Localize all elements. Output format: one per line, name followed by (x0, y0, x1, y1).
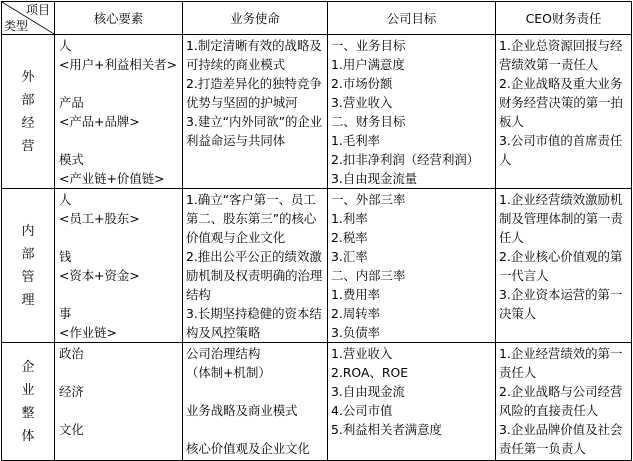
goal-item: 1.利率 (331, 211, 368, 226)
duty-item: 2.企业战略与公司经营风险的直接责任人 (499, 384, 623, 418)
mission-item: 3.长期坚持稳健的资本结构及风控策略 (186, 306, 322, 340)
goal-item: 一、业务目标 (331, 38, 406, 53)
element-line: 产品 (59, 95, 84, 110)
goal-item: 3.自由现金流量 (331, 171, 418, 186)
duty-item: 2.企业核心价值观的第一代言人 (499, 249, 623, 283)
mission-item: 2.推出公平公正的绩效激励机制及权责明确的治理结构 (186, 249, 323, 302)
goal-item: 一、外部三率 (331, 192, 406, 207)
goal-item: 2.周转率 (331, 306, 380, 321)
goal-item: 2.ROA、ROE (331, 365, 409, 380)
business-mission-cell (183, 343, 328, 461)
goal-item: 3.营业收入 (331, 95, 393, 110)
row-type-label: 外部经营 (21, 69, 35, 154)
responsibility-table (1, 1, 632, 461)
element-line: <用户+利益相关者> (59, 57, 177, 72)
corner-header-cell (2, 2, 55, 35)
duty-item: 3.企业资本运营的第一决策人 (499, 287, 623, 321)
mission-item: （体制+机制） (186, 365, 271, 380)
column-header-company-goals: 公司目标 (328, 2, 496, 35)
row-type-cell (2, 343, 55, 461)
element-line: <产品+品牌> (59, 114, 140, 129)
goal-item: 1.费用率 (331, 287, 380, 302)
goal-item: 3.汇率 (331, 249, 368, 264)
column-header-ceo-financial-duty: CEO财务责任 (496, 2, 632, 35)
duty-item: 1.企业经营绩效的第一责任人 (499, 346, 623, 380)
goal-item: 5.利益相关者满意度 (331, 422, 442, 437)
row-type-cell (2, 189, 55, 343)
spacer (58, 285, 180, 304)
mission-item: 3.建立“内外同欲”的企业利益命运与共同体 (186, 114, 323, 148)
business-mission-cell (183, 35, 328, 189)
element-line: 钱 (59, 249, 72, 264)
duty-item: 1.企业总资源回报与经营绩效第一责任人 (499, 38, 623, 72)
goal-item: 3.负债率 (331, 325, 380, 340)
core-elements-cell (55, 343, 183, 461)
duty-item: 2.企业战略及重大业务财务经营决策的第一拍板人 (499, 76, 623, 129)
core-elements-cell (55, 189, 183, 343)
element-line: 政治 (59, 346, 84, 361)
spacer (58, 228, 180, 247)
element-line: 文化 (59, 422, 84, 437)
element-line: <资本+资金> (59, 268, 140, 283)
goal-item: 3.自由现金流 (331, 384, 405, 399)
spacer (186, 420, 325, 439)
table-row-enterprise-overall (2, 343, 632, 461)
table-row-internal-management (2, 189, 632, 343)
spacer (186, 382, 325, 401)
row-type-label: 企业整体 (21, 359, 35, 444)
element-line: <作业链> (59, 325, 117, 340)
goal-item: 二、财务目标 (331, 114, 406, 129)
duty-item: 3.公司市值的首席责任人 (499, 133, 623, 167)
element-line: 人 (59, 192, 72, 207)
mission-item: 公司治理结构 (186, 346, 261, 361)
mission-item: 核心价值观及企业文化 (186, 441, 310, 456)
ceo-financial-duty-cell (496, 35, 632, 189)
company-goals-cell (328, 343, 496, 461)
goal-item: 1.毛利率 (331, 133, 380, 148)
element-line: 经济 (59, 384, 84, 399)
ceo-financial-duty-cell (496, 343, 632, 461)
company-goals-cell (328, 35, 496, 189)
column-header-business-mission: 业务使命 (183, 2, 328, 35)
mission-item: 2.打造差异化的独特竞争优势与坚固的护城河 (186, 76, 322, 110)
column-header-core-elements: 核心要素 (55, 2, 183, 35)
element-line: <产业链+价值链> (59, 171, 165, 186)
goal-item: 二、内部三率 (331, 268, 406, 283)
goal-item: 2.市场份额 (331, 76, 393, 91)
goal-item: 1.用户满意度 (331, 57, 405, 72)
duty-item: 1.企业经营绩效激励机制及管理体制的第一责任人 (499, 192, 623, 245)
goal-item: 2.扣非净利润（经营利润） (331, 152, 480, 167)
element-line: 事 (59, 306, 72, 321)
business-mission-cell (183, 189, 328, 343)
mission-item: 1.确立“客户第一、员工第二、股东第三”的核心价值观与企业文化 (186, 192, 317, 245)
duty-item: 3.企业品牌价值及社会责任第一负责人 (499, 422, 623, 456)
spacer (58, 74, 180, 93)
spacer (58, 131, 180, 150)
element-line: <员工+股东> (59, 211, 140, 226)
mission-item: 业务战略及商业模式 (186, 403, 298, 418)
goal-item: 1.营业收入 (331, 346, 393, 361)
header-row (2, 2, 632, 35)
ceo-financial-duty-cell (496, 189, 632, 343)
element-line: 人 (59, 38, 72, 53)
table-row-external-operation (2, 35, 632, 189)
spacer (58, 401, 180, 420)
element-line: 模式 (59, 152, 84, 167)
core-elements-cell (55, 35, 183, 189)
corner-label-type: 类型 (4, 19, 29, 33)
goal-item: 2.税率 (331, 230, 368, 245)
company-goals-cell (328, 189, 496, 343)
goal-item: 4.公司市值 (331, 403, 393, 418)
spacer (58, 363, 180, 382)
row-type-label: 内部管理 (21, 223, 35, 308)
row-type-cell (2, 35, 55, 189)
mission-item: 1.制定清晰有效的战略及可持续的商业模式 (186, 38, 322, 72)
corner-label-project: 项目 (25, 3, 50, 17)
